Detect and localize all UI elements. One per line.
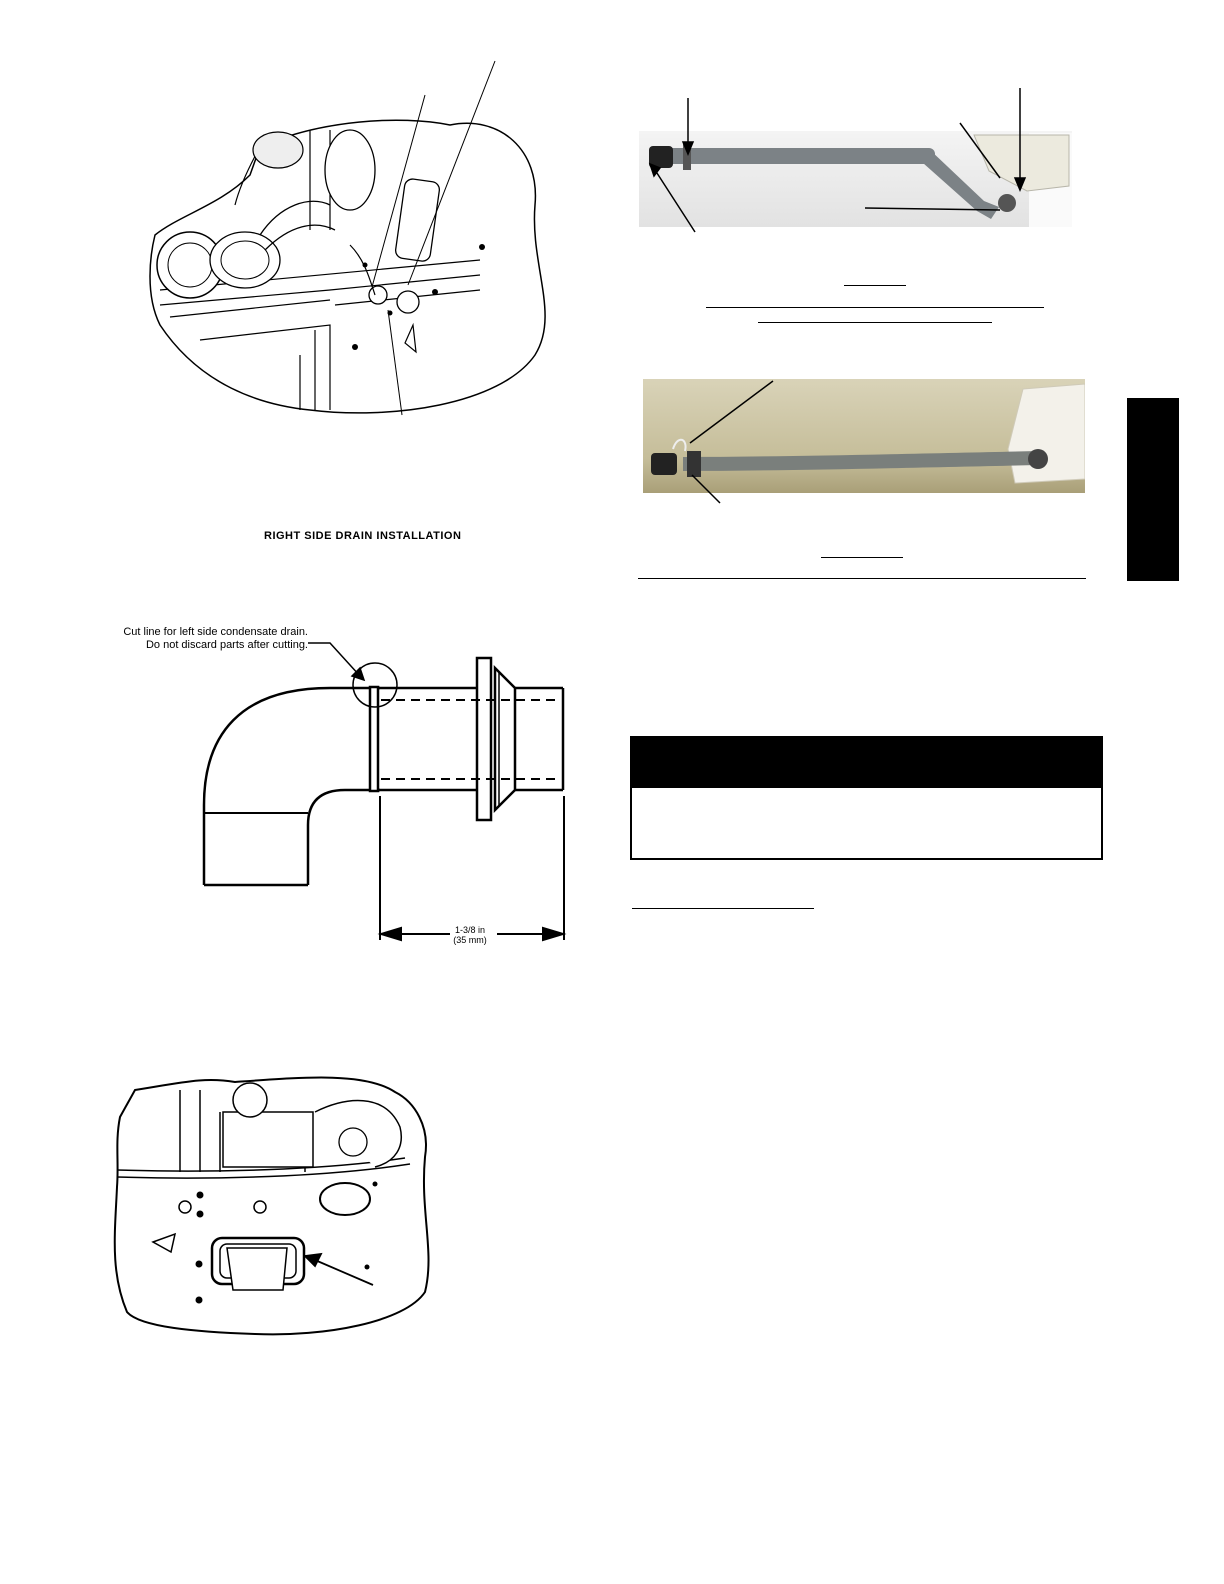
figure-caption-rule	[844, 285, 906, 286]
dimension-label	[440, 925, 500, 945]
dimension-label-line-1: 1-3/8 in	[454, 925, 486, 935]
figure-caption-rule	[758, 322, 992, 323]
dimension-label-line-2: (35 mm)	[453, 935, 487, 945]
cut-line-callout-line-2: Do not discard parts after cutting.	[145, 639, 308, 651]
figure-caption-rule	[706, 307, 1044, 308]
condensate-elbow-diagram	[195, 640, 575, 950]
cut-line-callout-line-1: Cut line for left side condensate drain.	[123, 626, 308, 638]
warning-header-bar	[632, 738, 1101, 788]
right-side-drain-illustration	[140, 55, 570, 425]
cut-line-leader	[300, 640, 380, 690]
left-side-drain-illustration	[105, 1072, 445, 1352]
figure-caption-right-side-drain: RIGHT SIDE DRAIN INSTALLATION	[264, 530, 462, 542]
section-divider	[638, 578, 1086, 579]
subheading-underline	[632, 908, 814, 909]
figure-caption-rule	[821, 557, 903, 558]
section-tab	[1127, 398, 1179, 581]
photo-1-leader-lines	[630, 80, 1070, 240]
photo-2-leader-lines	[670, 375, 790, 510]
warning-box	[630, 736, 1103, 860]
